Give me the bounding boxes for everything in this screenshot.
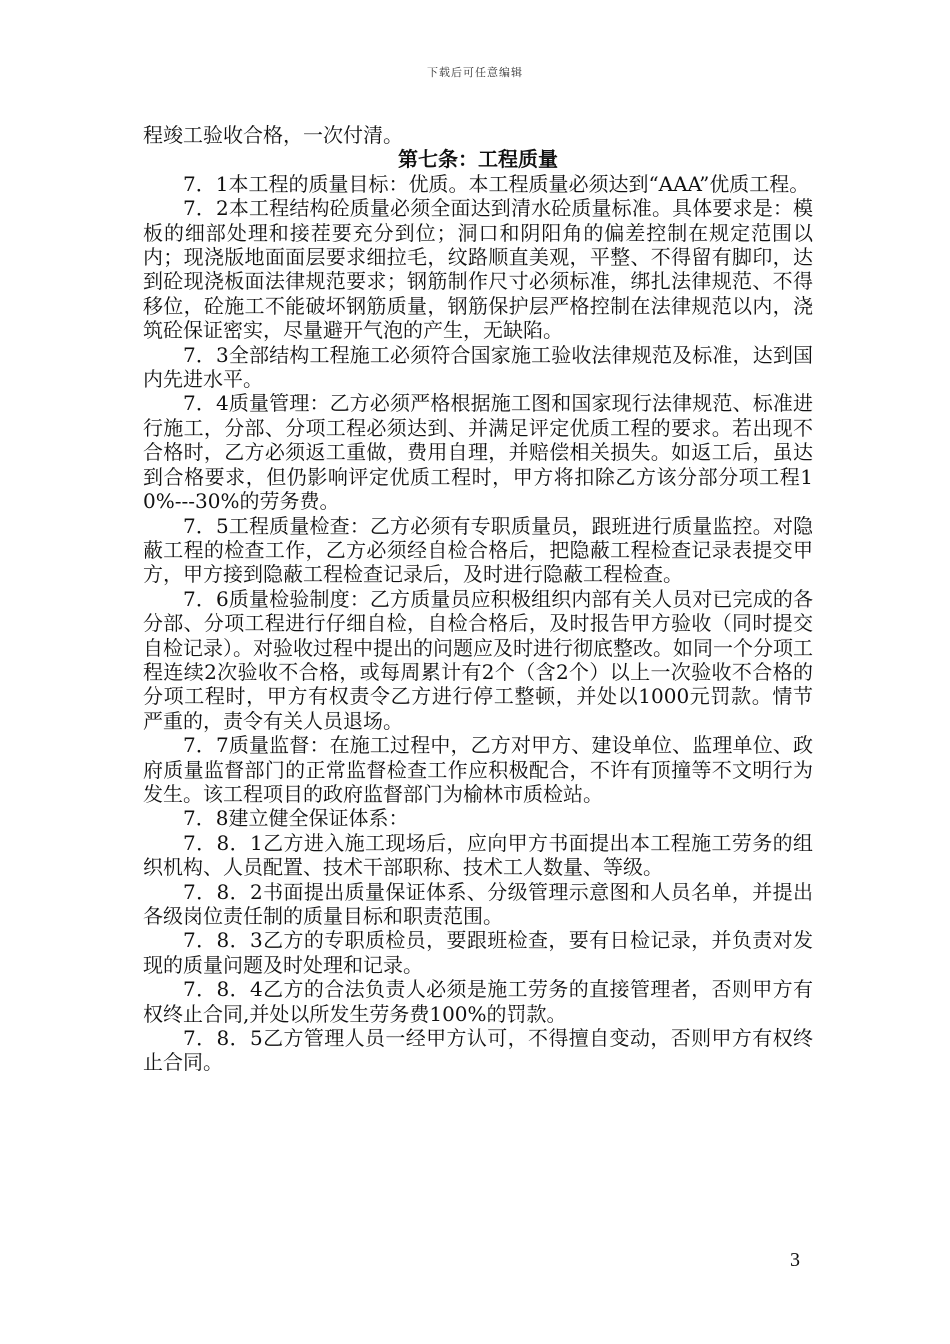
paragraph-7-8-5: 7．8．5乙方管理人员一经甲方认可，不得擅自变动，否则甲方有权终止合同。 xyxy=(143,1026,813,1075)
page-number: 3 xyxy=(790,1249,800,1271)
paragraph-7-4: 7．4质量管理：乙方必须严格根据施工图和国家现行法律规范、标准进行施工，分部、分项工程必须达到、并满足评定优质工程的要求。若出现不合格时，乙方必须返工重做，费用自理，并赔偿相关损失。如返工后，虽达到合格要求，但仍影响评定优质工程时，甲方将扣除乙方该分部分项工程10%---30%的劳务费。 xyxy=(143,391,813,514)
paragraph-7-8-1: 7．8．1乙方进入施工现场后，应向甲方书面提出本工程施工劳务的组织机构、人员配置、技术干部职称、技术工人数量、等级。 xyxy=(143,830,813,880)
paragraph-7-7: 7．7质量监督：在施工过程中，乙方对甲方、建设单位、监理单位、政府质量监督部门的正常监督检查工作应积极配合，不许有顶撞等不文明行为发生。该工程项目的政府监督部门为榆林市质检站。 xyxy=(143,733,813,806)
page-header-note: 下载后可任意编辑 xyxy=(427,66,523,79)
paragraph-7-1: 7．1本工程的质量目标：优质。本工程质量必须达到“AAA”优质工程。 xyxy=(183,171,810,196)
document-body xyxy=(143,123,813,1075)
paragraph-7-8: 7．8建立健全保证体系： xyxy=(183,806,409,831)
lead-line: 程竣工验收合格，一次付清。 xyxy=(143,123,403,147)
paragraph-7-2: 7．2本工程结构砼质量必须全面达到清水砼质量标准。具体要求是：模板的细部处理和接茬要充分到位；洞口和阴阳角的偏差控制在规定范围以内；现浇版地面面层要求细拉毛，纹路顺直美观，平整、不得留有脚印，达到砼现浇板面法律规范要求；钢筋制作尺寸必须标准，绑扎法律规范、不得移位，砼施工不能破坏钢筋质量，钢筋保护层严格控制在法律规范以内，浇筑砼保证密实，尽量避开气泡的产生，无缺陷。 xyxy=(143,196,813,343)
paragraph-7-3: 7．3全部结构工程施工必须符合国家施工验收法律规范及标准，达到国内先进水平。 xyxy=(143,342,813,392)
paragraph-7-6: 7．6质量检验制度：乙方质量员应积极组织内部有关人员对已完成的各分部、分项工程进行仔细自检，自检合格后，及时报告甲方验收（同时提交自检记录）。对验收过程中提出的问题应及时进行彻底整改。如同一个分项工程连续2次验收不合格，或每周累计有2个（含2个）以上一次验收不合格的分项工程时，甲方有权责令乙方进行停工整顿，并处以1000元罚款。情节严重的，责令有关人员退场。 xyxy=(143,586,813,733)
paragraph-7-5: 7．5工程质量检查：乙方必须有专职质量员，跟班进行质量监控。对隐蔽工程的检查工作，乙方必须经自检合格后，把隐蔽工程检查记录表提交甲方，甲方接到隐蔽工程检查记录后，及时进行隐蔽工程检查。 xyxy=(143,513,813,587)
section-title: 第七条：工程质量 xyxy=(398,147,558,172)
paragraph-7-8-3: 7．8．3乙方的专职质检员，要跟班检查，要有日检记录，并负责对发现的质量问题及时处理和记录。 xyxy=(143,928,813,977)
paragraph-7-8-2: 7．8．2书面提出质量保证体系、分级管理示意图和人员名单，并提出各级岗位责任制的质量目标和职责范围。 xyxy=(143,879,813,928)
paragraph-7-8-4: 7．8．4乙方的合法负责人必须是施工劳务的直接管理者，否则甲方有权终止合同,并处以所发生劳务费100%的罚款。 xyxy=(143,977,813,1026)
